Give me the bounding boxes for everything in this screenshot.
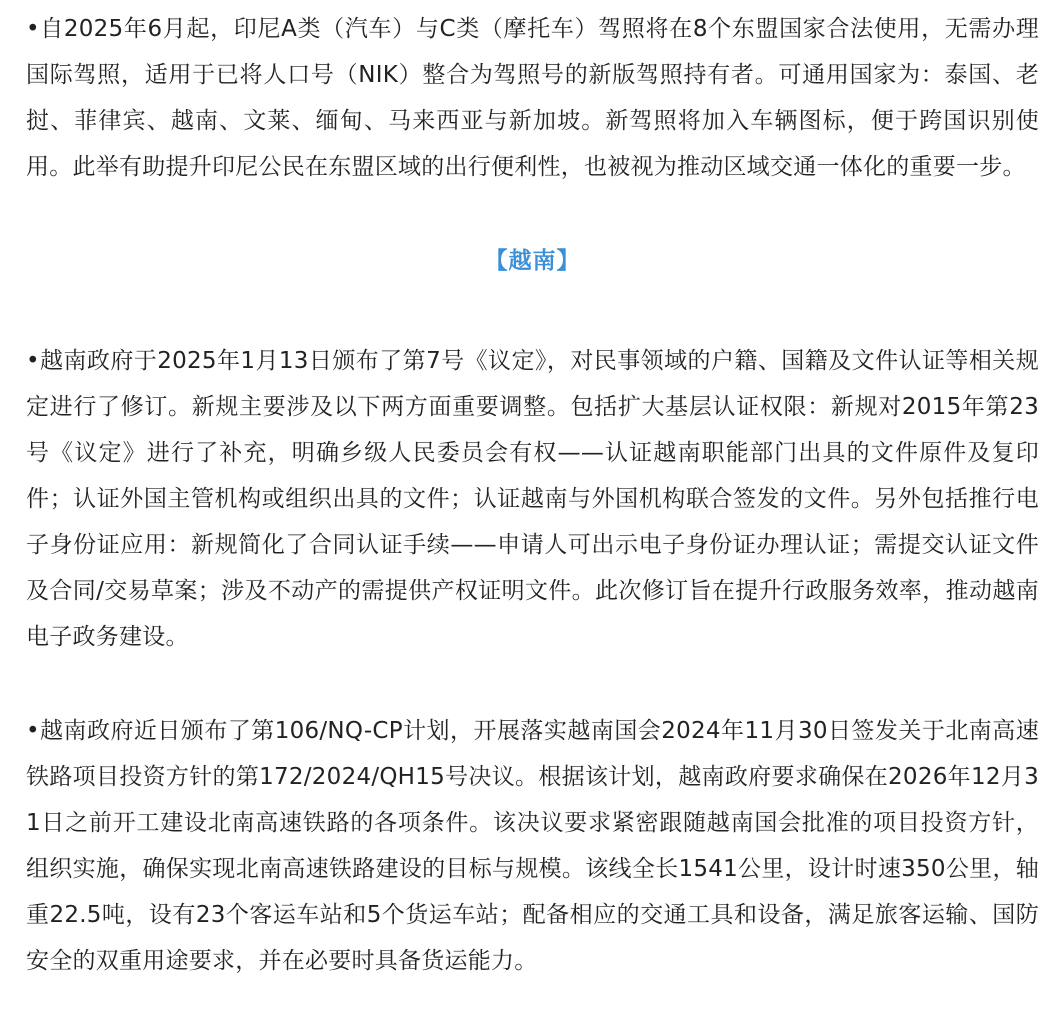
indonesia-driving-license-paragraph: •自2025年6月起，印尼A类（汽车）与C类（摩托车）驾照将在8个东盟国家合法使用，无需办理国际驾照，适用于已将人口号（NIK）整合为驾照号的新版驾照持有者。可通用国家为：泰国、老挝、菲律宾、越南、文莱、缅甸、马来西亚与新加坡。新驾照将加入车辆图标，便于跨国识别使用。此举有助提升印尼公民在东盟区域的出行便利性，也被视为推动区域交通一体化的重要一步。 (26, 16, 1039, 180)
heading-spacer (26, 284, 1039, 338)
paragraph-spacer (26, 190, 1039, 238)
section-heading-vietnam: 【越南】 (484, 248, 581, 274)
vietnam-railway-paragraph: •越南政府近日颁布了第106/NQ-CP计划，开展落实越南国会2024年11月30日签发关于北南高速铁路项目投资方针的第172/2024/QH15号决议。根据该计划，越南政府要求确保在2026年12月31日之前开工建设北南高速铁路的各项条件。该决议要求紧密跟随越南国会批准的项目投资方针，组织实施，确保实现北南高速铁路建设的目标与规模。该线全长1541公里，设计时速350公里，轴重22.5吨，设有23个客运车站和5个货运车站；配备相应的交通工具和设备，满足旅客运输、国防安全的双重用途要求，并在必要时具备货运能力。 (26, 718, 1039, 974)
vietnam-decree-paragraph: •越南政府于2025年1月13日颁布了第7号《议定》，对民事领域的户籍、国籍及文件认证等相关规定进行了修订。新规主要涉及以下两方面重要调整。包括扩大基层认证权限：新规对2015年第23号《议定》进行了补充，明确乡级人民委员会有权——认证越南职能部门出具的文件原件及复印件；认证外国主管机构或组织出具的文件；认证越南与外国机构联合签发的文件。另外包括推行电子身份证应用：新规简化了合同认证手续——申请人可出示电子身份证办理认证；需提交认证文件及合同/交易草案；涉及不动产的需提供产权证明文件。此次修订旨在提升行政服务效率，推动越南电子政务建设。 (26, 348, 1039, 650)
paragraph-spacer (26, 660, 1039, 708)
